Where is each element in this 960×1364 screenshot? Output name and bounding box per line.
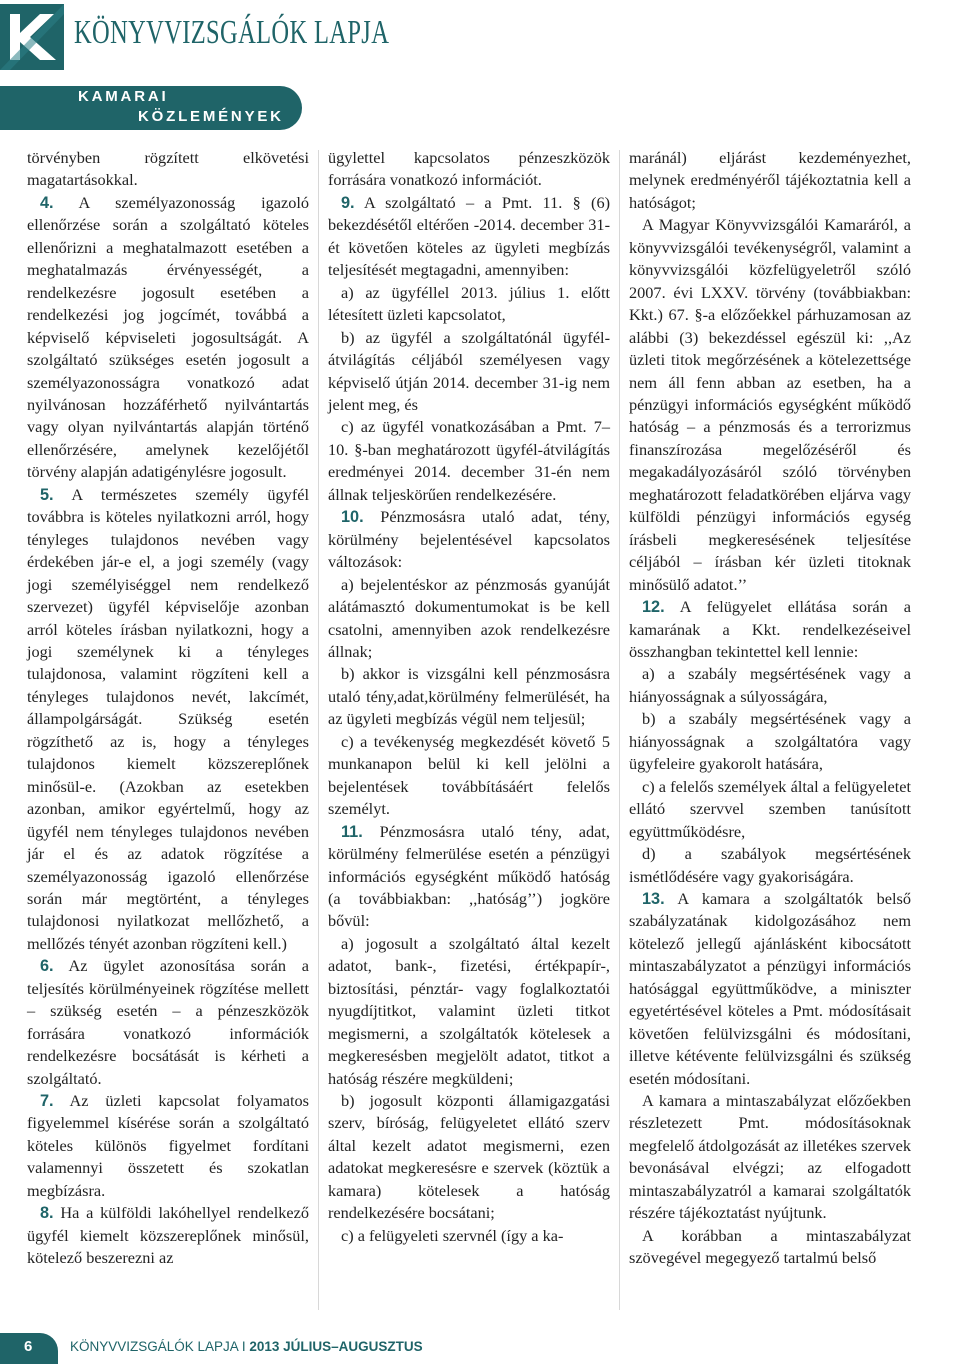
section-number: 8. [40, 1204, 54, 1223]
paragraph [629, 776, 911, 843]
paragraph [328, 731, 610, 821]
page-header [0, 0, 960, 75]
section-number: 13. [642, 889, 665, 908]
paragraph-text: a) az ügyféllel 2013. július 1. előtt létesített üzleti kapcsolatot, [328, 282, 610, 325]
paragraph-text: b) a szabály megsértésének vagy a hiányosságnak a szolgáltatóra vagy ügyfeleire gyakorolt hatására, [629, 709, 911, 774]
paragraph [629, 147, 911, 214]
paragraph-text: A felügyelet ellátása során a kamarának a Kkt. rendelkezéseivel összhangban tekintettel kell lennie: [629, 597, 911, 661]
paragraph [27, 1202, 309, 1269]
paragraph [328, 327, 610, 417]
column-divider [318, 150, 319, 1310]
paragraph-text: A kamara a szolgáltatók belső szabályzatának kidolgozásához nem kötelező jellegű ajánlásként kibocsátott mintaszabályzatot a pénzügyi információs hatósággal együttműködve, a miniszter egyetértésével köteles a Pmt. módosításait követően felülvizsgálni és módosítani, illetve kétévente felülvizsgálni és szükség esetén módosítani. [629, 888, 912, 1088]
paragraph-text: c) az ügyfél vonatkozásában a Pmt. 7–10. §-ban meghatározott ügyfél-átvilágítás eredményei 2014. december 31-én nem állnak teljeskörűen rendelkezésére. [328, 417, 610, 504]
paragraph-text: a) bejelentéskor az pénzmosás gyanúját alátámasztó dokumentumokat is be kell csatolni, amennyiben azok rendelkezésre állnak; [328, 574, 610, 661]
paragraph-text: c) a felügyeleti szervnél (így a ka- [341, 1225, 564, 1245]
column-divider [619, 150, 620, 1310]
paragraph-text: maránál) eljárást kezdeményezhet, melynek eredményéről tájékoztatnia kell a hatóságot; [629, 148, 911, 212]
paragraph [629, 708, 911, 775]
paragraph-text: A szolgáltató – a Pmt. 11. § (6) bekezdésétől eltérően -2014. december 31-ét követően köteles az ügyleti megbízás teljesítését megtagadni, amennyiben: [328, 192, 611, 280]
paragraph-text: d) a szabályok megsértésének ismétlődésére vagy gyakoriságára. [629, 844, 911, 886]
paragraph-text: A kamara a mintaszabályzat előzőekben részletezett Pmt. módosításoknak megfelelő átdolgozását az illetékes szervek bevonásával elvégzi; az elfogadott mintaszabályzatról a kamarai szolgáltatók részére tájékoztatást nyújtunk. [629, 1091, 911, 1223]
page-footer [0, 1333, 960, 1364]
paragraph-text: A természetes személy ügyfél továbbra is köteles nyilatkozni arról, hogy tényleges tulajdonos nevében vagy érdekében jár-e el, a jogi személy (vagy jogi személyiséggel nem rendelkező szervezet) ügyfél képviselője azonban arról köteles írásban nyilatkozni, hogy a jogi személynek ki a tényleges tulajdonosa, valamint rögzíteni kell a tényleges tulajdonos nevét, lakcímét, állampolgárságát. Szükség esetén rögzíthető az is, hogy a tényleges tulajdonos kiemelt közszereplőnek minősül-e. (Azokban az esetekben azonban, amikor egyértelmű, hogy az ügyfél nem tényleges tulajdonos nevében jár el és az adatok rögzítése a személyazonosság igazoló ellenőrzése során már megtörtént, a tényleges tulajdonosi nyilatkozat mellőzhető, a mellőzés tényét azonban rögzíteni kell.) [27, 484, 309, 953]
section-number: 5. [40, 485, 54, 504]
footer-separator: I [241, 1339, 246, 1354]
paragraph [328, 821, 610, 933]
paragraph-text: A személyazonosság igazoló ellenőrzése során a szolgáltató köteles ellenőrizni a meghatalmazott esetében a meghatalmazás érvényességét, a rendelkezésre jogosult esetében a rendelkezési jog jogcímét, továbbá a képviselő képviseleti jogosultságát. A szolgáltató szükséges esetén jogosult a személyazonosságra vonatkozó adat nyilvánosan hozzáférhető nyilvántartás vagy olyan nyilvántartás alapján történő ellenőrzésére, amelynek kezelőjétől törvény alapján adatigénylésre jogosult. [27, 192, 309, 482]
paragraph-text: Az ügylet azonosítása során a teljesítés körülményeinek rögzítése mellett – szükség esetén – a pénzeszközök forrására vonatkozó információk rendelkezésre bocsátását is kérheti a szolgáltató. [27, 956, 310, 1088]
paragraph [27, 192, 309, 484]
section-number: 7. [40, 1092, 54, 1111]
paragraph [27, 1090, 309, 1202]
section-number: 6. [40, 957, 54, 976]
paragraph [328, 416, 610, 506]
paragraph [27, 955, 309, 1090]
paragraph-text: Ha a külföldi lakóhellyel rendelkező ügyfél kiemelt közszereplőnek minősül, kötelező beszerezni az [27, 1203, 309, 1268]
paragraph [629, 843, 911, 888]
page-number: 6 [24, 1338, 33, 1355]
paragraph-text: A Magyar Könyvvizsgálói Kamaráról, a könyvvizsgálói tevékenységről, valamint a könyvvizsgálói közfelügyeletről szóló 2007. évi LXXV. törvény (továbbiakban: Kkt.) 67. §-a előzőekkel párhuzamosan az alábbi (3) bekezdéssel egészül ki: ,,Az üzleti titok megőrzésének a kötelezettsége nem áll fenn abban az esetben, ha a pénzügyi információs egységként működő hatóság – a pénzmosás és a terrorizmus finanszírozása megelőzéséről és megakadályozásáról szóló törvényben meghatározott feladatkörében eljárva vagy külföldi pénzügyi információs egység írásbeli megkeresésének teljesítése céljából – írásban kér üzleti titoknak minősülő adatot.’’ [629, 215, 911, 594]
section-number: 11. [341, 822, 363, 841]
paragraph-text: A korábban a mintaszabályzat szövegével megegyező tartalmú belső [629, 1225, 911, 1268]
paragraph [629, 663, 911, 708]
footer-text [70, 1339, 423, 1354]
paragraph-text: b) jogosult központi államigazgatási szerv, bíróság, felügyeletet ellátó szerv által kezelt adatot megismerni, ezen adatokat megkeresésre e szervek (köztük a kamara) kötelesek a hatóság rendelkezésére bocsátani; [328, 1091, 610, 1223]
paragraph [629, 1090, 911, 1225]
journal-title: KÖNYVVIZSGÁLÓK LAPJA [74, 14, 390, 51]
text-column-3 [629, 147, 911, 1270]
text-column-2 [328, 147, 610, 1247]
paragraph-text: c) a felelős személyek által a felügyeletet ellátó szervvel szemben tanúsított együttműködésre, [629, 776, 911, 841]
paragraph-text: Az üzleti kapcsolat folyamatos figyelemmel kísérése során a szolgáltató köteles különös figyelmet fordítani valamennyi összetett és szokatlan megbízásra. [27, 1091, 310, 1200]
paragraph [629, 596, 911, 663]
paragraph [629, 1225, 911, 1270]
paragraph [629, 214, 911, 596]
paragraph [27, 484, 309, 956]
section-title-line1: KAMARAI [78, 88, 169, 105]
paragraph [629, 888, 911, 1090]
paragraph [328, 147, 610, 192]
paragraph [328, 663, 610, 730]
paragraph-text: Pénzmosásra utaló adat, tény, körülmény bejelentésével kapcsolatos változások: [328, 507, 610, 572]
paragraph [328, 933, 610, 1090]
section-number: 9. [341, 193, 355, 212]
paragraph [328, 506, 610, 573]
section-number: 10. [341, 508, 364, 527]
paragraph-text: c) a tevékenység megkezdését követő 5 munkanapon belül ki kell jelölni a bejelentések továbbításáért felelős személyt. [328, 731, 610, 819]
footer-issue: 2013 JÚLIUS–AUGUSZTUS [249, 1339, 423, 1354]
journal-logo-icon [0, 4, 64, 70]
paragraph-text: törvényben rögzített elkövetési magatartásokkal. [27, 148, 309, 190]
paragraph-text: Pénzmosásra utaló tény, adat, körülmény felmerülése esetén a pénzügyi információs egységként működő hatóság (a továbbiakban: ,,hatóság’’) jogköre bővül: [328, 821, 610, 931]
paragraph-text: a) jogosult a szolgáltató által kezelt adatot, bank-, fizetési, értékpapír-, biztosítási, pénztár- vagy foglalkoztatói nyugdíjtitkot, valamint üzleti titkot megismerni, a szolgáltatók kötelesek a megkeresésben megjelölt adatot, titkot a hatóság részére megküldeni; [328, 933, 610, 1088]
paragraph-text: b) akkor is vizsgálni kell pénzmosásra utaló tény,adat,körülmény felmerülését, ha az ügyleti megbízás végül nem teljesül; [328, 664, 610, 729]
text-column-1 [27, 147, 309, 1270]
paragraph-text: ügylettel kapcsolatos pénzeszközök forrására vonatkozó információt. [328, 148, 610, 190]
page-number-box [0, 1333, 58, 1364]
paragraph-text: a) a szabály megsértésének vagy a hiányosságnak a súlyosságára, [629, 664, 911, 706]
footer-journal: KÖNYVVIZSGÁLÓK LAPJA [70, 1339, 239, 1354]
section-number: 4. [40, 193, 54, 212]
paragraph [328, 1225, 610, 1247]
paragraph [328, 574, 610, 664]
section-number: 12. [642, 598, 665, 617]
paragraph [328, 192, 610, 282]
paragraph [328, 282, 610, 327]
paragraph [328, 1090, 610, 1225]
paragraph-text: b) az ügyfél a szolgáltatónál ügyfél-átvilágítás céljából személyesen vagy képviselő útján 2014. december 31-ig nem jelent meg, és [328, 327, 610, 414]
paragraph [27, 147, 309, 192]
section-title-line2: KÖZLEMÉNYEK [138, 108, 284, 125]
